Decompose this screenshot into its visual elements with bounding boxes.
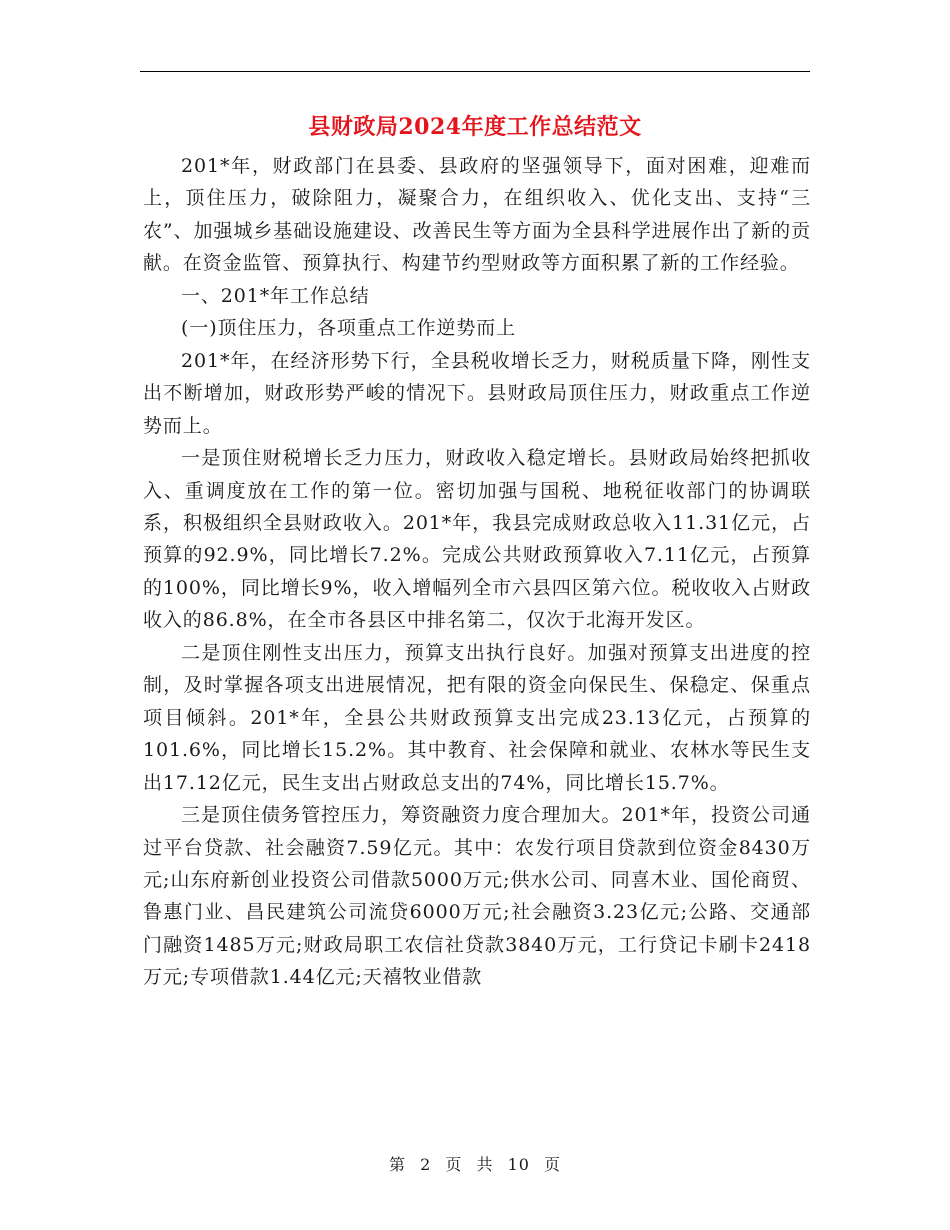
paragraph-financing: 三是顶住债务管控压力，筹资融资力度合理加大。201*年，投资公司通过平台贷款、社会融资7.59亿元。其中：农发行项目贷款到位资金8430万元;山东府新创业投资公司借款5000万元;供水公司、同喜木业、国伦商贸、鲁惠门业、昌民建筑公司流贷6000万元;社会融资3.23亿元;公路、交通部门融资1485万元;财政局职工农信社贷款3840万元，工行贷记卡刷卡2418万元;专项借款1.44亿元;天禧牧业借款	[143, 804, 811, 989]
page-footer	[0, 1154, 950, 1176]
footer-ye2: 页	[544, 1155, 562, 1174]
footer-ye: 页	[445, 1155, 463, 1174]
section-heading: 一、201*年工作总结	[181, 284, 370, 307]
paragraph-revenue: 一是顶住财税增长乏力压力，财政收入稳定增长。县财政局始终把抓收入、重调度放在工作的第一位。密切加强与国税、地税征收部门的协调联系，积极组织全县财政收入。201*年，我县完成财政总收入11.31亿元，占预算的92.9%，同比增长7.2%。完成公共财政预算收入7.11亿元，占预算的100%，同比增长9%，收入增幅列全市六县四区第六位。税收收入占财政收入的86.8%，在全市各县区中排名第二，仅次于北海开发区。	[143, 447, 811, 632]
footer-di: 第	[388, 1155, 406, 1174]
document-title: 县财政局2024年度工作总结范文	[308, 114, 642, 140]
subsection-heading: (一)顶住压力，各项重点工作逆势而上	[181, 317, 517, 340]
footer-total-pages: 10	[507, 1155, 530, 1174]
header-rule	[140, 71, 810, 72]
paragraph-expenditure: 二是顶住刚性支出压力，预算支出执行良好。加强对预算支出进度的控制，及时掌握各项支出进展情况，把有限的资金向保民生、保稳定、保重点项目倾斜。201*年，全县公共财政预算支出完成23.13亿元，占预算的101.6%，同比增长15.2%。其中教育、社会保障和就业、农林水等民生支出17.12亿元，民生支出占财政总支出的74%，同比增长15.7%。	[143, 641, 811, 794]
footer-page-number: 2	[420, 1155, 432, 1174]
paragraph-intro: 201*年，财政部门在县委、县政府的坚强领导下，面对困难，迎难而上，顶住压力，破除阻力，凝聚合力，在组织收入、优化支出、支持“三农”、加强城乡基础设施建设、改善民生等方面为全县科学进展作出了新的贡献。在资金监管、预算执行、构建节约型财政等方面积累了新的工作经验。	[143, 155, 811, 275]
footer-gong: 共	[476, 1155, 494, 1174]
paragraph-overview: 201*年，在经济形势下行，全县税收增长乏力，财税质量下降，刚性支出不断增加，财政形势严峻的情况下。县财政局顶住压力，财政重点工作逆势而上。	[143, 349, 811, 437]
document-body	[143, 150, 811, 994]
